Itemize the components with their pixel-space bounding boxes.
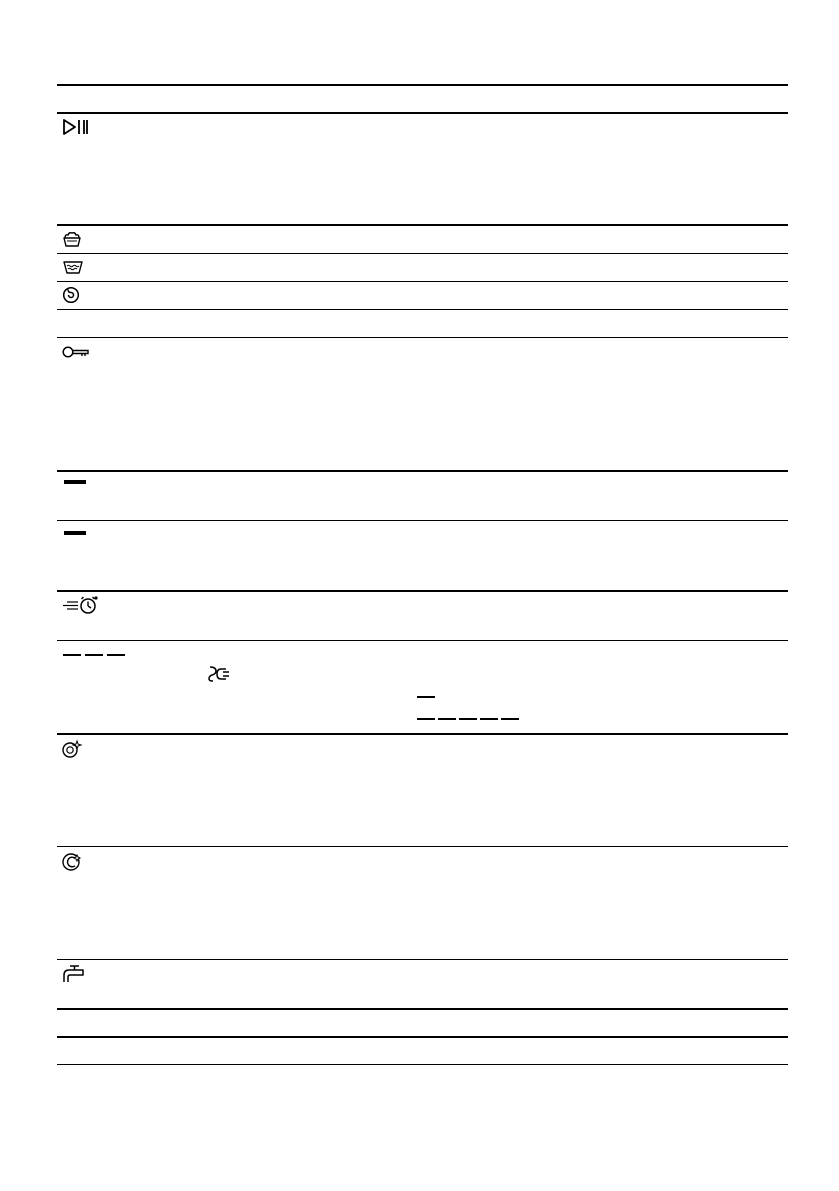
table-row-divider bbox=[57, 590, 788, 592]
table-row-divider bbox=[57, 520, 788, 521]
quick-timer-icon bbox=[61, 595, 99, 615]
display-dash bbox=[480, 718, 498, 720]
spin-icon bbox=[62, 286, 80, 304]
display-dash bbox=[107, 654, 125, 656]
mains-plug-icon bbox=[207, 665, 231, 683]
display-dash bbox=[459, 718, 477, 720]
table-row-divider bbox=[57, 959, 788, 960]
table-row-divider bbox=[57, 337, 788, 338]
water-tap-icon bbox=[62, 964, 86, 984]
table-row-divider bbox=[57, 281, 788, 282]
table-row-divider bbox=[57, 224, 788, 226]
bold-dash-icon bbox=[64, 531, 86, 535]
table-row-divider bbox=[57, 1008, 788, 1010]
display-dash bbox=[85, 654, 103, 656]
table-row-divider bbox=[57, 733, 788, 735]
table-row-divider bbox=[57, 640, 788, 641]
display-dash bbox=[63, 654, 81, 656]
display-dash bbox=[501, 718, 519, 720]
bold-dash-icon bbox=[64, 480, 86, 484]
start-pause-icon bbox=[62, 118, 90, 136]
wash-icon bbox=[62, 259, 84, 275]
table-row-divider bbox=[57, 309, 788, 310]
eco-icon bbox=[61, 852, 81, 872]
table-bottom-rule bbox=[57, 1064, 788, 1065]
table-row-divider bbox=[57, 846, 788, 847]
drum-clean-icon bbox=[61, 739, 83, 759]
table-row-divider bbox=[57, 253, 788, 254]
display-dash bbox=[438, 718, 456, 720]
prewash-icon bbox=[62, 230, 82, 248]
single-dash bbox=[417, 696, 435, 698]
table-row-divider bbox=[57, 112, 788, 114]
display-dash bbox=[417, 718, 435, 720]
table-row-divider bbox=[57, 470, 788, 472]
child-lock-key-icon bbox=[62, 345, 90, 359]
table-row-divider bbox=[57, 1036, 788, 1038]
table-top-rule bbox=[57, 84, 788, 86]
